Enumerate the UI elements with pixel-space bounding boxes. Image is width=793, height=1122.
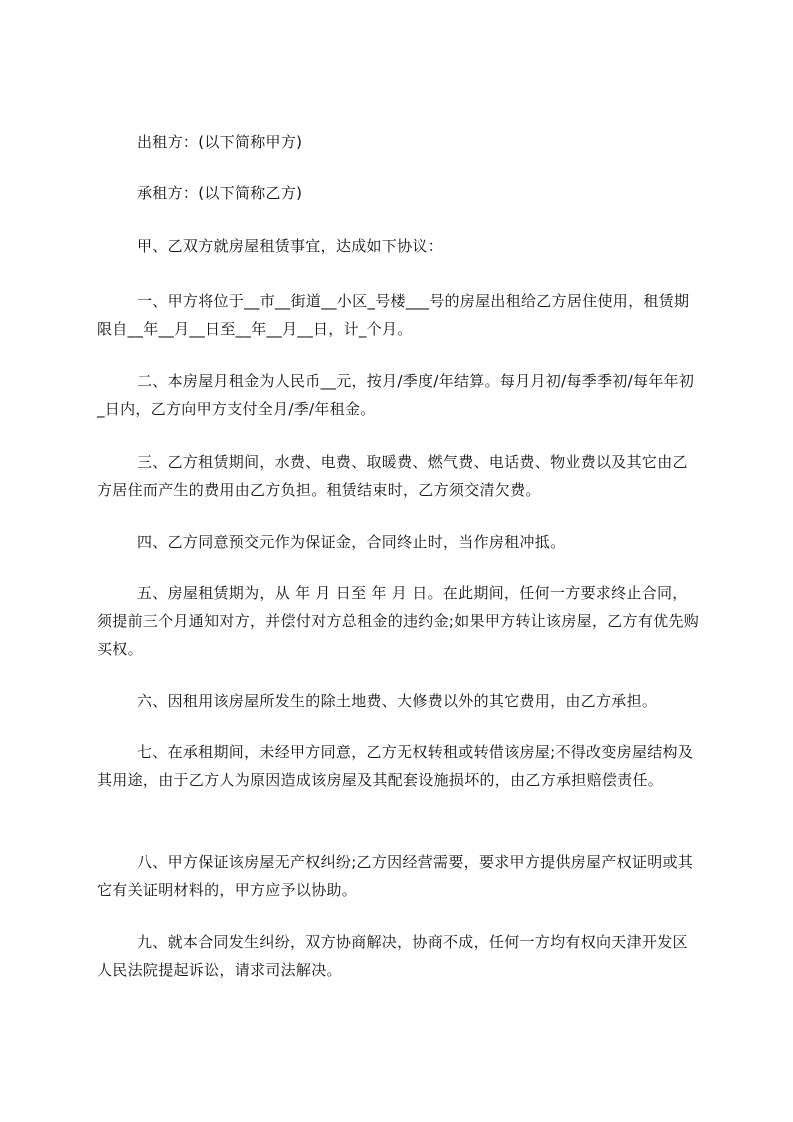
clause-9: 九、就本合同发生纠纷，双方协商解决，协商不成，任何一方均有权向天津开发区人民法院提起诉讼，请求司法解决。	[97, 933, 688, 979]
clause-4: 四、乙方同意预交元作为保证金，合同终止时，当作房租冲抵。	[137, 533, 566, 551]
clause-2: 二、本房屋月租金为人民币__元，按月/季度/年结算。每月月初/每季季初/每年年初_日内，乙方向甲方支付全月/季/年租金。	[97, 372, 695, 418]
clause-1: 一、甲方将位于__市__街道__小区_号楼___号的房屋出租给乙方居住使用，租赁期限自__年__月__日至__年__月__日，计_个月。	[97, 292, 690, 338]
clause-6: 六、因租用该房屋所发生的除土地费、大修费以外的其它费用，由乙方承担。	[137, 692, 658, 710]
lessor-line: 出租方：(以下简称甲方)	[137, 133, 303, 151]
clause-7: 七、在承租期间，未经甲方同意，乙方无权转租或转借该房屋;不得改变房屋结构及其用途，由于乙方人为原因造成该房屋及其配套设施损坏的，由乙方承担赔偿责任。	[97, 743, 694, 789]
clause-3: 三、乙方租赁期间，水费、电费、取暖费、燃气费、电话费、物业费以及其它由乙方居住而产生的费用由乙方负担。租赁结束时，乙方须交清欠费。	[97, 453, 688, 499]
lessee-line: 承租方：(以下简称乙方)	[137, 184, 303, 202]
clause-8: 八、甲方保证该房屋无产权纠纷;乙方因经营需要，要求甲方提供房屋产权证明或其它有关证明材料的，甲方应予以协助。	[97, 853, 694, 899]
clause-5: 五、房屋租赁期为，从 年 月 日至 年 月 日。在此期间，任何一方要求终止合同，须提前三个月通知对方，并偿付对方总租金的违约金;如果甲方转让该房屋，乙方有优先购买权。	[97, 584, 700, 658]
agreement-intro: 甲、乙双方就房屋租赁事宜，达成如下协议：	[137, 237, 444, 255]
